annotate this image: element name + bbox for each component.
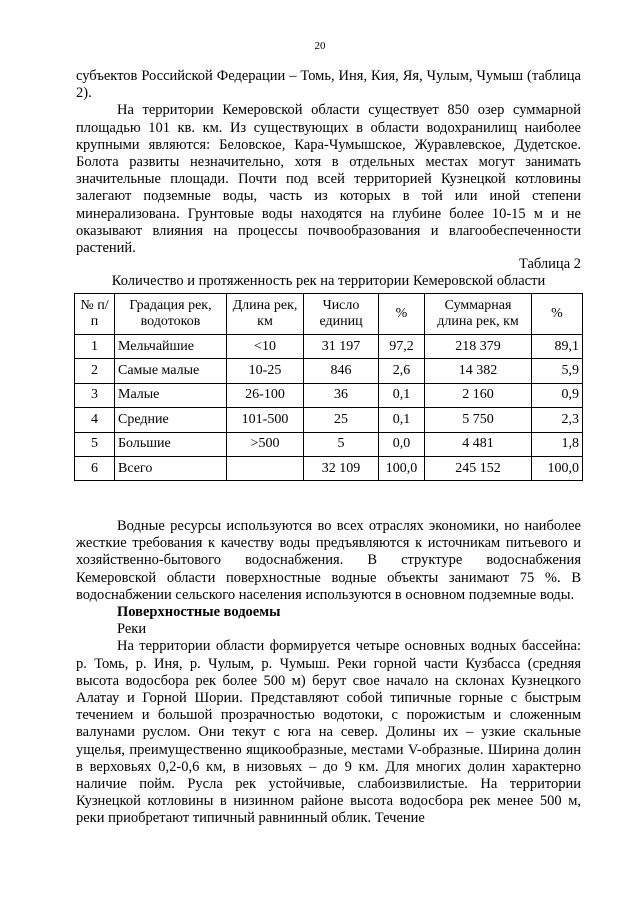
cell-length: 10-25 [227,359,304,383]
table-row [75,359,583,383]
cell-length-percent: 100,0 [532,456,583,480]
cell-total-length: 218 379 [425,335,532,359]
header-gradation: Градация рек, водотоков [115,294,227,335]
table-row [75,408,583,432]
table-row [75,335,583,359]
cell-number: 1 [75,335,115,359]
table-row [75,432,583,456]
cell-count: 32 109 [304,456,379,480]
cell-length: <10 [227,335,304,359]
cell-number: 5 [75,432,115,456]
cell-total-length: 2 160 [425,383,532,407]
cell-length [227,456,304,480]
cell-total-length: 14 382 [425,359,532,383]
cell-gradation: Всего [115,456,227,480]
cell-count: 846 [304,359,379,383]
cell-total-length: 4 481 [425,432,532,456]
table-row-total [75,456,583,480]
cell-gradation: Самые малые [115,359,227,383]
table-label: Таблица 2 [518,256,581,272]
cell-total-length: 245 152 [425,456,532,480]
header-count: Число единиц [304,294,379,335]
cell-count-percent: 0,1 [379,383,425,407]
paragraph-lakes: На территории Кемеровской области существует 850 озер суммарной площадью 101 кв. км. Из существующих в области водохранилищ наиболее крупными являются: Беловское, Кара-Чумышское, Журавлевское, Дудетское. Болота развиты незначительно, хотя в отдельных местах могут занимать значительные площади. Почти под всей территорией Кузнецкой котловины залегают подземные воды, часть из которых в той или иной степени минерализована. Грунтовые воды находятся на глубине более 10-15 м и не оказывают влияния на процессы почвообразования и влагообеспеченности растений. [76,102,581,257]
cell-length: 26-100 [227,383,304,407]
rivers-table [74,293,583,481]
cell-count: 31 197 [304,335,379,359]
cell-length-percent: 5,9 [532,359,583,383]
cell-count-percent: 2,6 [379,359,425,383]
cell-gradation: Мельчайшие [115,335,227,359]
cell-number: 3 [75,383,115,407]
cell-number: 2 [75,359,115,383]
cell-length: >500 [227,432,304,456]
paragraph-continuation: субъектов Российской Федерации – Томь, Иня, Кия, Яя, Чулым, Чумыш (таблица 2). [76,68,581,102]
header-total-length: Суммарная длина рек, км [425,294,532,335]
section-heading: Поверхностные водоемы [117,604,281,621]
header-length-percent: % [532,294,583,335]
cell-gradation: Большие [115,432,227,456]
text-block-bottom [76,518,581,828]
cell-length-percent: 1,8 [532,432,583,456]
cell-count-percent: 0,1 [379,408,425,432]
header-count-percent: % [379,294,425,335]
cell-count: 5 [304,432,379,456]
cell-count-percent: 97,2 [379,335,425,359]
table-row [75,383,583,407]
cell-count: 36 [304,383,379,407]
table-title: Количество и протяженность рек на территории Кемеровской области [111,273,546,289]
table-header-row [75,294,583,335]
header-number: № п/п [75,294,115,335]
text-block-top [76,68,581,257]
cell-length-percent: 0,9 [532,383,583,407]
cell-count-percent: 100,0 [379,456,425,480]
paragraph-rivers: На территории области формируется четыре основных водных бассейна: р. Томь, р. Иня, р. Чулым, р. Чумыш. Реки горной части Кузбасса (средняя высота водосбора рек более 500 м) берут свое начало на склонах Кузнецкого Алатау и Горной Шории. Представляют собой типичные горные с быстрым течением и большой прозрачностью водотоки, с порожистым и сложенным валунами руслом. Они текут с юга на север. Долины их – узкие скальные ущелья, преимущественно ящикообразные, местами V-образные. Ширина долин в верховьях 0,2-0,6 км, в низовьях – до 9 км. Для многих долин характерно наличие пойм. Русла рек устойчивые, слабоизвилистые. На территории Кузнецкой котловины в низинном районе высота водосбора рек менее 500 м, реки приобретают типичный равнинный облик. Течение [76,638,581,827]
cell-length-percent: 2,3 [532,408,583,432]
cell-count-percent: 0,0 [379,432,425,456]
cell-gradation: Малые [115,383,227,407]
cell-count: 25 [304,408,379,432]
cell-number: 4 [75,408,115,432]
cell-length: 101-500 [227,408,304,432]
paragraph-water-use: Водные ресурсы используются во всех отраслях экономики, но наиболее жесткие требования к качеству воды предъявляются к источникам питьевого и хозяйственно-бытового водоснабжения. В структуре водоснабжения Кемеровской области поверхностные водные объекты занимают 75 %. В водоснабжении сельского населения используются в основном подземные воды. [76,518,581,603]
cell-length-percent: 89,1 [532,335,583,359]
cell-number: 6 [75,456,115,480]
subsection-heading: Реки [117,621,147,638]
cell-gradation: Средние [115,408,227,432]
header-length: Длина рек, км [227,294,304,335]
page-number: 20 [314,40,326,52]
cell-total-length: 5 750 [425,408,532,432]
